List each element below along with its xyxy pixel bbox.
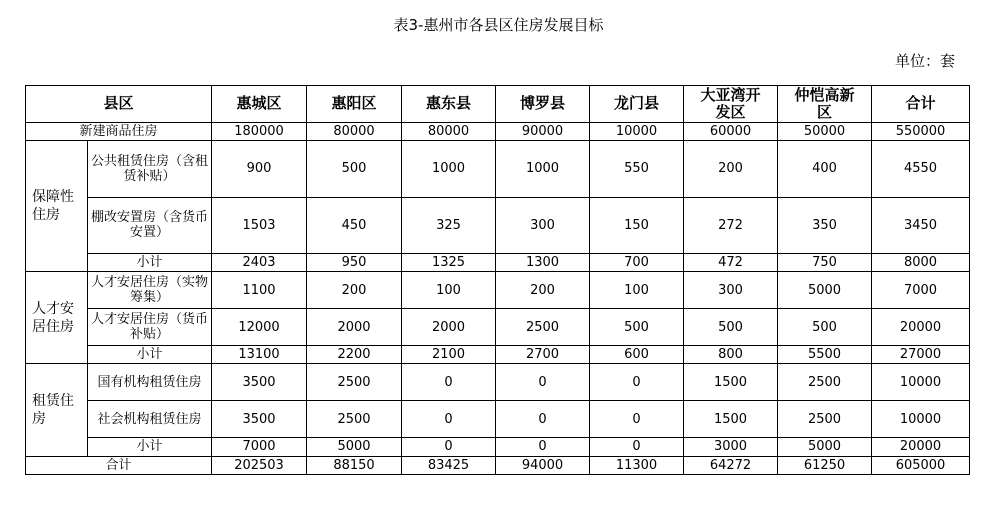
cell: 2000 <box>402 309 496 346</box>
row-label: 国有机构租赁住房 <box>88 364 212 401</box>
cell: 94000 <box>496 456 590 475</box>
cell: 3450 <box>872 197 970 253</box>
cell: 550000 <box>872 122 970 140</box>
table-row <box>26 364 970 401</box>
cell: 1300 <box>496 253 590 271</box>
cell: 5000 <box>778 438 872 456</box>
cell: 900 <box>212 141 307 197</box>
cell: 7000 <box>212 438 307 456</box>
header-longmen: 龙门县 <box>590 86 684 123</box>
group-label-affordable: 保障性住房 <box>26 141 88 272</box>
cell: 100 <box>402 272 496 309</box>
cell: 2700 <box>496 345 590 363</box>
cell: 750 <box>778 253 872 271</box>
header-county: 县区 <box>26 86 212 123</box>
cell: 90000 <box>496 122 590 140</box>
cell: 8000 <box>872 253 970 271</box>
cell: 2100 <box>402 345 496 363</box>
cell: 10000 <box>872 401 970 438</box>
cell: 2200 <box>307 345 402 363</box>
cell: 500 <box>684 309 778 346</box>
cell: 300 <box>496 197 590 253</box>
cell: 0 <box>496 364 590 401</box>
cell: 2500 <box>307 401 402 438</box>
header-row <box>26 86 970 123</box>
cell: 1500 <box>684 364 778 401</box>
total-row <box>26 456 970 475</box>
cell: 88150 <box>307 456 402 475</box>
cell: 500 <box>590 309 684 346</box>
cell: 5000 <box>778 272 872 309</box>
cell: 0 <box>402 364 496 401</box>
cell: 50000 <box>778 122 872 140</box>
cell: 11300 <box>590 456 684 475</box>
table-row <box>26 309 970 346</box>
cell: 400 <box>778 141 872 197</box>
cell: 605000 <box>872 456 970 475</box>
cell: 64272 <box>684 456 778 475</box>
cell: 2000 <box>307 309 402 346</box>
cell: 20000 <box>872 309 970 346</box>
cell: 10000 <box>872 364 970 401</box>
cell: 0 <box>590 438 684 456</box>
table-row <box>26 122 970 140</box>
cell: 150 <box>590 197 684 253</box>
cell: 550 <box>590 141 684 197</box>
row-label: 棚改安置房（含货币安置） <box>88 197 212 253</box>
unit-label: 单位：套 <box>894 52 955 70</box>
cell: 27000 <box>872 345 970 363</box>
cell: 200 <box>307 272 402 309</box>
cell: 200 <box>496 272 590 309</box>
cell: 350 <box>778 197 872 253</box>
cell: 3000 <box>684 438 778 456</box>
cell: 600 <box>590 345 684 363</box>
cell: 472 <box>684 253 778 271</box>
cell: 2500 <box>778 364 872 401</box>
cell: 1000 <box>402 141 496 197</box>
row-label: 小计 <box>88 253 212 271</box>
cell: 2500 <box>496 309 590 346</box>
cell: 300 <box>684 272 778 309</box>
cell: 800 <box>684 345 778 363</box>
cell: 1100 <box>212 272 307 309</box>
document-title: 表3-惠州市各县区住房发展目标 <box>393 16 604 34</box>
group-label-rental: 租赁住房 <box>26 364 88 456</box>
header-dayawan: 大亚湾开发区 <box>684 86 778 123</box>
table-row <box>26 345 970 363</box>
header-total: 合计 <box>872 86 970 123</box>
cell: 5000 <box>307 438 402 456</box>
cell: 950 <box>307 253 402 271</box>
cell: 1000 <box>496 141 590 197</box>
cell: 2403 <box>212 253 307 271</box>
cell: 100 <box>590 272 684 309</box>
cell: 7000 <box>872 272 970 309</box>
cell: 4550 <box>872 141 970 197</box>
cell: 80000 <box>307 122 402 140</box>
cell: 3500 <box>212 364 307 401</box>
row-label: 公共租赁住房（含租赁补贴） <box>88 141 212 197</box>
cell: 325 <box>402 197 496 253</box>
header-huidong: 惠东县 <box>402 86 496 123</box>
header-zhongkai: 仲恺高新区 <box>778 86 872 123</box>
cell: 12000 <box>212 309 307 346</box>
header-boluo: 博罗县 <box>496 86 590 123</box>
row-label: 人才安居住房（货币补贴） <box>88 309 212 346</box>
cell: 20000 <box>872 438 970 456</box>
header-huiyang: 惠阳区 <box>307 86 402 123</box>
cell: 83425 <box>402 456 496 475</box>
table-row <box>26 141 970 197</box>
cell: 500 <box>307 141 402 197</box>
cell: 1503 <box>212 197 307 253</box>
table-row <box>26 253 970 271</box>
cell: 3500 <box>212 401 307 438</box>
cell: 200 <box>684 141 778 197</box>
cell: 10000 <box>590 122 684 140</box>
row-label: 小计 <box>88 438 212 456</box>
cell: 450 <box>307 197 402 253</box>
cell: 0 <box>402 438 496 456</box>
cell: 0 <box>496 401 590 438</box>
table-row <box>26 438 970 456</box>
header-huicheng: 惠城区 <box>212 86 307 123</box>
row-label: 合计 <box>26 456 212 475</box>
cell: 180000 <box>212 122 307 140</box>
cell: 1325 <box>402 253 496 271</box>
row-label: 人才安居住房（实物筹集） <box>88 272 212 309</box>
cell: 60000 <box>684 122 778 140</box>
cell: 1500 <box>684 401 778 438</box>
cell: 500 <box>778 309 872 346</box>
row-label: 新建商品住房 <box>26 122 212 140</box>
cell: 202503 <box>212 456 307 475</box>
cell: 0 <box>402 401 496 438</box>
cell: 0 <box>590 401 684 438</box>
cell: 13100 <box>212 345 307 363</box>
table-row <box>26 401 970 438</box>
cell: 80000 <box>402 122 496 140</box>
cell: 272 <box>684 197 778 253</box>
table-row <box>26 272 970 309</box>
housing-targets-table <box>25 85 970 475</box>
group-label-talent: 人才安居住房 <box>26 272 88 364</box>
table-row <box>26 197 970 253</box>
row-label: 小计 <box>88 345 212 363</box>
cell: 700 <box>590 253 684 271</box>
cell: 2500 <box>307 364 402 401</box>
cell: 0 <box>496 438 590 456</box>
cell: 2500 <box>778 401 872 438</box>
cell: 5500 <box>778 345 872 363</box>
cell: 61250 <box>778 456 872 475</box>
row-label: 社会机构租赁住房 <box>88 401 212 438</box>
cell: 0 <box>590 364 684 401</box>
